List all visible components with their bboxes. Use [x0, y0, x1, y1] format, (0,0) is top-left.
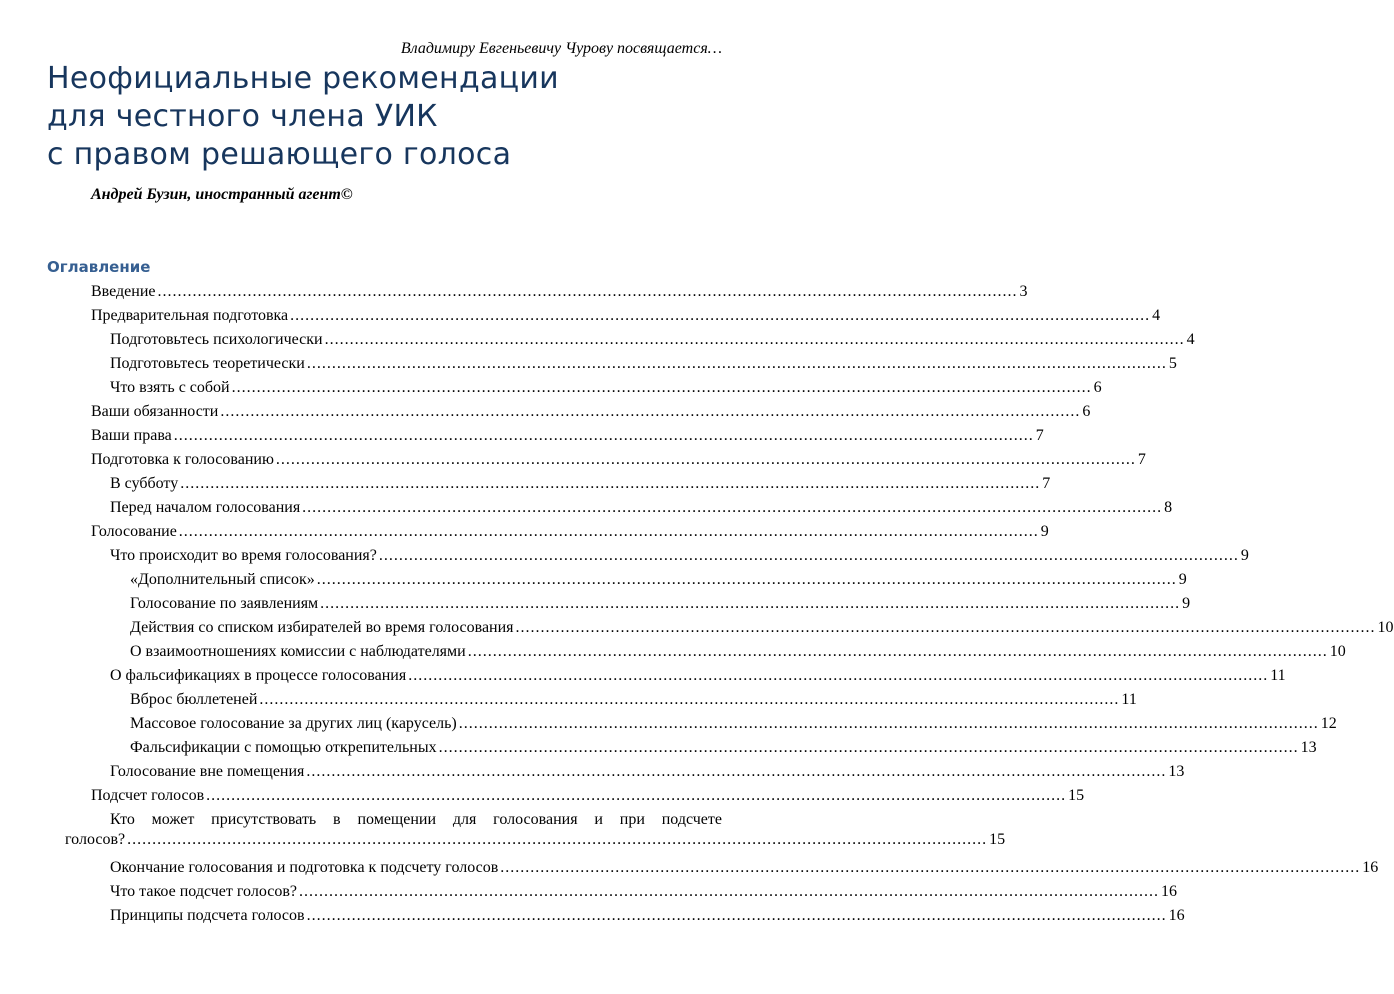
toc-entry-page: 16	[1160, 883, 1177, 900]
toc-leader-dots: ............................................................................................................................................................................	[408, 667, 1269, 684]
toc-entry[interactable]	[130, 690, 1137, 710]
toc-entry-page: 9	[1182, 595, 1191, 612]
toc-entry-label: Ваши права	[91, 427, 172, 444]
toc-entry-page: 11	[1121, 691, 1137, 708]
toc-leader-dots: ............................................................................................................................................................................	[378, 547, 1239, 564]
toc-entry-label: Голосование вне помещения	[110, 763, 305, 780]
toc-entry[interactable]	[91, 450, 1146, 470]
toc-entry-page: 9	[1178, 571, 1187, 588]
toc-heading: Оглавление	[47, 258, 151, 276]
toc-entry-page: 10	[1377, 619, 1394, 636]
toc-entry-label: О взаимоотношениях комиссии с наблюдателями	[130, 643, 466, 660]
toc-entry-label: Ваши обязанности	[91, 403, 219, 420]
toc-entry-page: 10	[1329, 643, 1346, 660]
toc-entry-page: 5	[1168, 355, 1177, 372]
title-line-2: для честного члена УИК	[47, 99, 438, 134]
toc-leader-dots: ............................................................................................................................................................................	[320, 595, 1181, 612]
toc-leader-dots: ............................................................................................................................................................................	[458, 715, 1319, 732]
toc-entry-label: Перед началом голосования	[110, 499, 301, 516]
toc-leader-dots: ............................................................................................................................................................................	[324, 331, 1185, 348]
toc-entry-page: 4	[1186, 331, 1195, 348]
toc-entry[interactable]	[110, 498, 1173, 518]
toc-leader-dots: ............................................................................................................................................................................	[206, 787, 1067, 804]
toc-entry[interactable]	[130, 594, 1191, 614]
toc-leader-dots: ............................................................................................................................................................................	[275, 451, 1136, 468]
toc-entry-label: Массовое голосование за других лиц (карусель)	[130, 715, 457, 732]
toc-entry[interactable]	[91, 282, 1028, 302]
toc-entry[interactable]	[91, 786, 1085, 806]
document-title	[47, 60, 559, 174]
toc-entry[interactable]	[130, 714, 1337, 734]
toc-leader-dots: ............................................................................................................................................................................	[306, 763, 1167, 780]
toc-leader-dots: ............................................................................................................................................................................	[306, 355, 1167, 372]
toc-entry[interactable]	[110, 330, 1195, 350]
toc-leader-dots: ............................................................................................................................................................................	[259, 691, 1120, 708]
toc-entry-page: 9	[1240, 547, 1249, 564]
toc-entry[interactable]	[110, 858, 1379, 878]
toc-entry[interactable]	[91, 522, 1049, 542]
toc-entry-label: Кто может присутствовать в помещении для голосования и при подсчете	[110, 811, 722, 828]
toc-entry[interactable]	[110, 666, 1286, 686]
toc-entry-page: 8	[1164, 499, 1173, 516]
toc-entry-label: Вброс бюллетеней	[130, 691, 258, 708]
toc-entry-page: 16	[1362, 859, 1379, 876]
toc-entry-page: 9	[1040, 523, 1049, 540]
toc-entry[interactable]	[91, 426, 1044, 446]
toc-entry-page: 7	[1042, 475, 1051, 492]
toc-entry-label: Фальсификации с помощью открепительных	[130, 739, 437, 756]
toc-entry-label: Подготовьтесь психологически	[110, 331, 323, 348]
title-line-1: Неофициальные рекомендации	[47, 61, 559, 96]
toc-entry-label-continued: голосов?	[65, 831, 126, 848]
toc-entry-continuation	[65, 830, 1006, 850]
toc-entry-label: Подготовка к голосованию	[91, 451, 274, 468]
toc-entry-label: В субботу	[110, 475, 179, 492]
toc-entry-label: Действия со списком избирателей во время голосования	[130, 619, 514, 636]
toc-entry[interactable]	[110, 354, 1177, 374]
toc-entry-label: Окончание голосования и подготовка к подсчету голосов	[110, 859, 499, 876]
toc-leader-dots: ............................................................................................................................................................................	[515, 619, 1376, 636]
toc-entry[interactable]	[110, 546, 1249, 566]
toc-leader-dots: ............................................................................................................................................................................	[316, 571, 1177, 588]
toc-entry-page: 13	[1168, 763, 1185, 780]
toc-leader-dots: ............................................................................................................................................................................	[438, 739, 1299, 756]
toc-entry-label: Голосование по заявлениям	[130, 595, 319, 612]
toc-entry-page: 12	[1320, 715, 1337, 732]
toc-entry-label: Подсчет голосов	[91, 787, 205, 804]
toc-entry-label: Что взять с собой	[110, 379, 230, 396]
toc-entry-page: 15	[1068, 787, 1085, 804]
toc-entry-label: Подготовьтесь теоретически	[110, 355, 305, 372]
toc-entry[interactable]	[110, 762, 1185, 782]
toc-entry[interactable]	[110, 906, 1185, 926]
toc-leader-dots: ............................................................................................................................................................................	[306, 907, 1167, 924]
toc-entry-label: Предварительная подготовка	[91, 307, 289, 324]
toc-leader-dots: ............................................................................................................................................................................	[302, 499, 1163, 516]
toc-entry[interactable]	[130, 642, 1346, 662]
toc-entry[interactable]	[110, 882, 1177, 902]
toc-entry-page: 7	[1137, 451, 1146, 468]
toc-entry-page: 13	[1300, 739, 1317, 756]
toc-leader-dots: ............................................................................................................................................................................	[231, 379, 1092, 396]
toc-entry-page: 15	[989, 831, 1006, 848]
toc-entry-label: Что такое подсчет голосов?	[110, 883, 297, 900]
toc-entry-page: 16	[1168, 907, 1185, 924]
toc-leader-dots: ............................................................................................................................................................................	[127, 831, 988, 848]
title-line-3: с правом решающего голоса	[47, 137, 512, 172]
toc-entry-page: 6	[1082, 403, 1091, 420]
toc-entry-label: Принципы подсчета голосов	[110, 907, 305, 924]
toc-entry[interactable]	[110, 474, 1051, 494]
toc-leader-dots: ............................................................................................................................................................................	[500, 859, 1361, 876]
toc-leader-dots: ............................................................................................................................................................................	[467, 643, 1328, 660]
dedication: Владимиру Евгеньевичу Чурову посвящается…	[400, 40, 722, 57]
toc-entry-label: Что происходит во время голосования?	[110, 547, 377, 564]
toc-leader-dots: ............................................................................................................................................................................	[298, 883, 1159, 900]
toc-entry-label: Введение	[91, 283, 156, 300]
toc-entry[interactable]	[91, 306, 1161, 326]
toc-entry-label: О фальсификациях в процессе голосования	[110, 667, 407, 684]
toc-leader-dots: ............................................................................................................................................................................	[178, 523, 1039, 540]
toc-entry[interactable]	[130, 618, 1394, 638]
toc-entry-page: 3	[1019, 283, 1028, 300]
toc-entry-page: 7	[1035, 427, 1044, 444]
toc-entry[interactable]	[110, 378, 1102, 398]
toc-entry-page: 11	[1270, 667, 1286, 684]
toc-leader-dots: ............................................................................................................................................................................	[290, 307, 1151, 324]
toc-entry-page: 6	[1093, 379, 1102, 396]
toc-entry[interactable]	[130, 738, 1317, 758]
toc-entry-label: «Дополнительный список»	[130, 571, 315, 588]
toc-entry-label: Голосование	[91, 523, 177, 540]
toc-entry[interactable]	[65, 810, 1006, 850]
toc-leader-dots: ............................................................................................................................................................................	[173, 427, 1034, 444]
toc-leader-dots: ............................................................................................................................................................................	[157, 283, 1018, 300]
toc-leader-dots: ............................................................................................................................................................................	[220, 403, 1081, 420]
toc-entry-page: 4	[1152, 307, 1161, 324]
author-line: Андрей Бузин, иностранный агент©	[91, 186, 353, 203]
toc-entry[interactable]	[91, 402, 1091, 422]
toc-entry[interactable]	[130, 570, 1187, 590]
toc-leader-dots: ............................................................................................................................................................................	[180, 475, 1041, 492]
